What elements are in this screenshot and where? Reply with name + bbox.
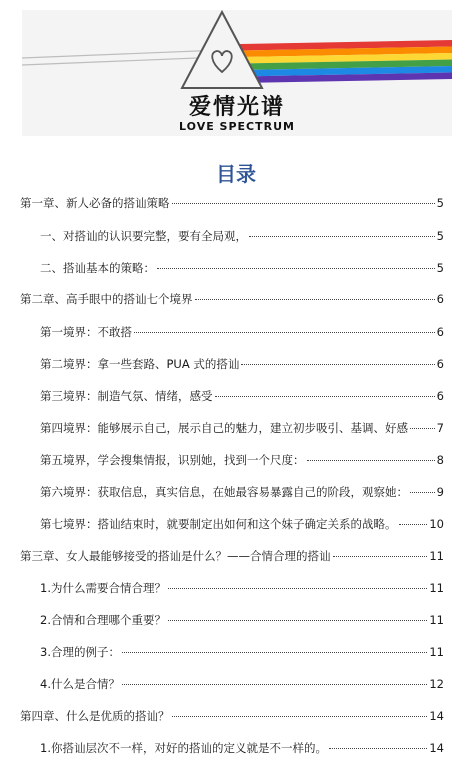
toc-entry-page: 5 [436,261,444,275]
toc-entry-page: 14 [429,741,444,755]
toc-entry[interactable] [40,324,444,340]
toc-entry-page: 6 [436,389,444,403]
toc-entry-label: 4.什么是合情？ [40,677,120,691]
toc-entry-page: 11 [429,549,444,563]
toc-entry-page: 6 [436,325,444,339]
dot-leader [333,556,428,557]
toc-entry[interactable] [40,612,444,628]
toc-entry[interactable] [40,356,444,372]
toc-entry-label: 第三章、女人最能够接受的搭讪是什么？——合情合理的搭讪 [20,549,331,563]
dot-leader [195,299,435,300]
toc-title: 目录 [216,162,256,186]
toc-entry[interactable] [40,580,444,596]
dot-leader [399,524,428,525]
toc-entry[interactable] [40,484,444,500]
toc-entry-chapter-2[interactable] [20,291,444,307]
rainbow-spectrum [240,40,452,83]
toc-entry-chapter-3[interactable] [20,548,444,564]
toc-entry-page: 14 [429,709,444,723]
toc-entry-chapter-4[interactable] [20,708,444,724]
toc-entry-page: 9 [436,485,444,499]
toc-entry[interactable] [40,452,444,468]
dot-leader [241,364,434,365]
dot-leader [410,428,435,429]
toc-entry[interactable] [40,644,444,660]
toc-entry-page: 5 [436,229,444,243]
toc-entry-label: 1.为什么需要合情合理？ [40,581,166,595]
toc-entry[interactable] [40,260,444,276]
toc-entry-label: 二、搭讪基本的策略： [40,261,155,275]
header-banner [22,10,452,136]
toc-entry-label: 第二境界：拿一些套路、PUA 式的搭讪 [40,357,240,371]
toc-entry-label: 2.合情和合理哪个重要？ [40,613,166,627]
dot-leader [134,332,435,333]
toc-entry-page: 7 [436,421,444,435]
dot-leader [172,716,428,717]
toc-entry-label: 一、对搭讪的认识要完整，要有全局观， [40,229,247,243]
dot-leader [168,620,427,621]
toc-entry-page: 8 [436,453,444,467]
toc-entry[interactable] [40,740,444,756]
toc-entry-page: 6 [436,357,444,371]
toc-entry-label: 1.你搭讪层次不一样，对好的搭讪的定义就是不一样的。 [40,741,327,755]
toc-entry-label: 第二章、高手眼中的搭讪七个境界 [20,292,193,306]
dot-leader [249,236,435,237]
toc-entry-page: 12 [429,677,444,691]
toc-entry[interactable] [40,516,444,532]
toc-entry-label: 第六境界：获取信息，真实信息，在她最容易暴露自己的阶段，观察她： [40,485,408,499]
toc-entry-label: 3.合理的例子： [40,645,120,659]
dot-leader [329,748,427,749]
toc-entry-page: 11 [429,581,444,595]
dot-leader [157,268,435,269]
toc-entry[interactable] [40,388,444,404]
toc-entry-page: 11 [429,613,444,627]
dot-leader [172,203,435,204]
toc-entry[interactable] [40,420,444,436]
toc-entry[interactable] [40,676,444,692]
toc-entry-label: 第三境界：制造气氛、情绪，感受 [40,389,213,403]
toc-entry-page: 6 [436,292,444,306]
brand-name-cn: 爱情光谱 [188,95,285,120]
brand-name-en: LOVE SPECTRUM [179,120,295,133]
toc-entry-label: 第五境界，学会搜集情报，识别她，找到一个尺度： [40,453,305,467]
toc-entry-label: 第七境界：搭讪结束时，就要制定出如何和这个妹子确定关系的战略。 [40,517,397,531]
toc-entry-label: 第四境界：能够展示自己，展示自己的魅力，建立初步吸引、基调、好感 [40,421,408,435]
toc-entry-chapter-1[interactable] [20,195,444,211]
dot-leader [122,684,427,685]
dot-leader [215,396,435,397]
dot-leader [410,492,435,493]
dot-leader [307,460,435,461]
toc-entry-page: 11 [429,645,444,659]
toc-entry-label: 第一章、新人必备的搭讪策略 [20,196,170,210]
toc-entry-label: 第四章、什么是优质的搭讪？ [20,709,170,723]
toc-entry-page: 10 [429,517,444,531]
dot-leader [168,588,427,589]
toc-entry-label: 第一境界：不敢搭 [40,325,132,339]
dot-leader [122,652,427,653]
toc-entry[interactable] [40,228,444,244]
toc-entry-page: 5 [436,196,444,210]
